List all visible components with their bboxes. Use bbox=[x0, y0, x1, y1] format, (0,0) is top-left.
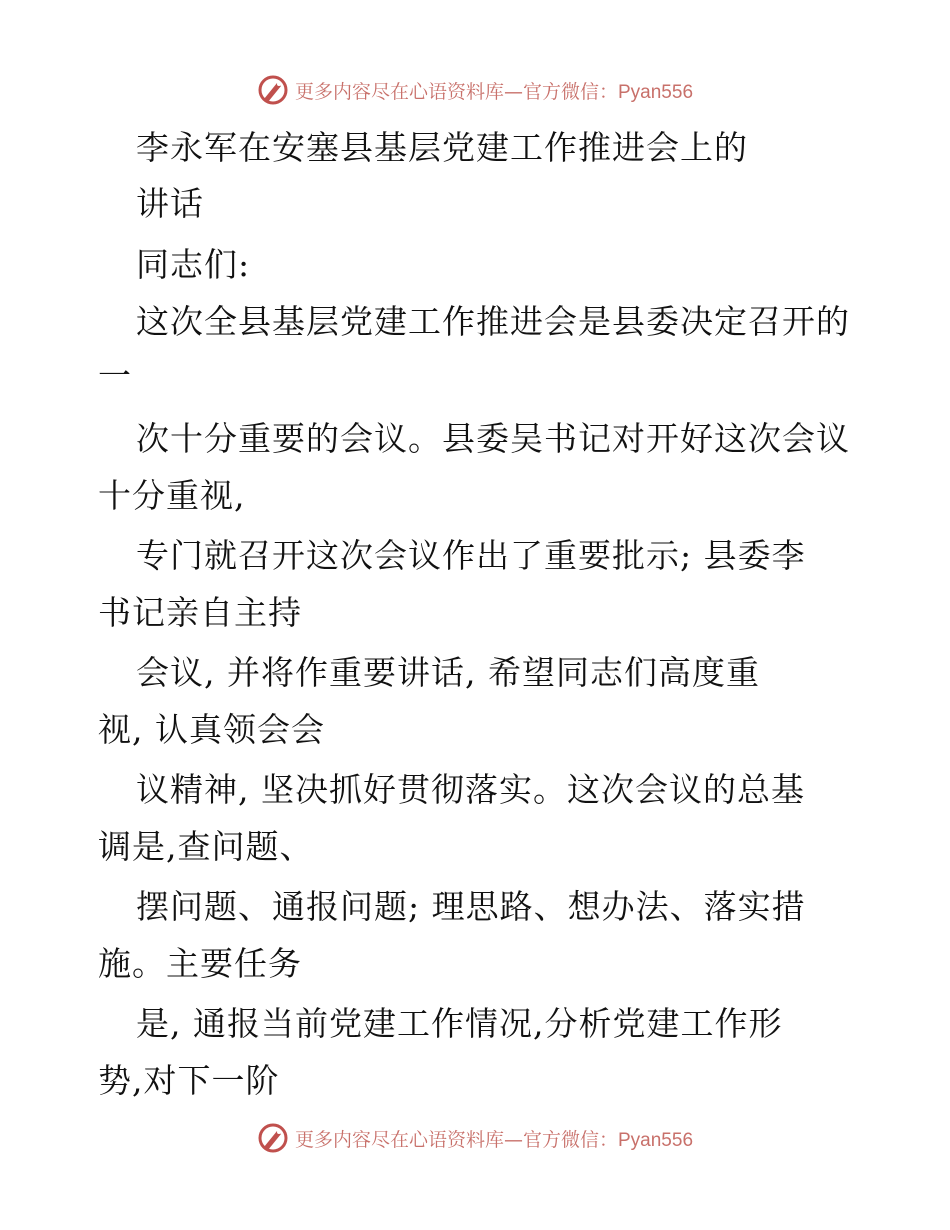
paragraph-line: 议精神, 坚决抓好贯彻落实。这次会议的总基 bbox=[136, 770, 805, 809]
paragraph-line: 是, 通报当前党建工作情况,分析党建工作形 bbox=[136, 1004, 783, 1043]
watermark-group bbox=[257, 1122, 693, 1154]
watermark-text: 更多内容尽在心语资料库—官方微信：Pyan556 bbox=[294, 1128, 694, 1151]
header-watermark bbox=[0, 70, 950, 110]
paragraph-line: 一 bbox=[98, 356, 132, 395]
paragraph-line: 会议, 并将作重要讲话, 希望同志们高度重 bbox=[136, 653, 760, 692]
paragraph-line: 这次全县基层党建工作推进会是县委决定召开的 bbox=[136, 302, 850, 341]
paragraph-line: 视, 认真领会会 bbox=[98, 710, 325, 749]
paragraph-line: 书记亲自主持 bbox=[98, 593, 302, 632]
footer-watermark bbox=[0, 1118, 950, 1158]
paragraph-line: 次十分重要的会议。县委吴书记对开好这次会议 bbox=[136, 419, 850, 458]
watermark-text: 更多内容尽在心语资料库—官方微信：Pyan556 bbox=[294, 80, 694, 103]
paragraph-line: 专门就召开这次会议作出了重要批示; 县委李 bbox=[136, 536, 806, 575]
doc-title-line-1: 李永军在安塞县基层党建工作推进会上的 bbox=[136, 128, 748, 167]
paragraph-line: 调是,查问题、 bbox=[98, 827, 314, 866]
watermark-group bbox=[257, 74, 693, 106]
pen-logo-icon bbox=[257, 74, 289, 106]
doc-title-line-2: 讲话 bbox=[136, 184, 204, 223]
pen-logo-icon bbox=[257, 1122, 289, 1154]
paragraph-line: 施。主要任务 bbox=[98, 944, 302, 983]
salutation: 同志们: bbox=[136, 245, 251, 284]
paragraph-line: 势,对下一阶 bbox=[98, 1061, 280, 1100]
paragraph-line: 十分重视, bbox=[98, 476, 246, 515]
paragraph-line: 摆问题、通报问题; 理思路、想办法、落实措 bbox=[136, 887, 806, 926]
